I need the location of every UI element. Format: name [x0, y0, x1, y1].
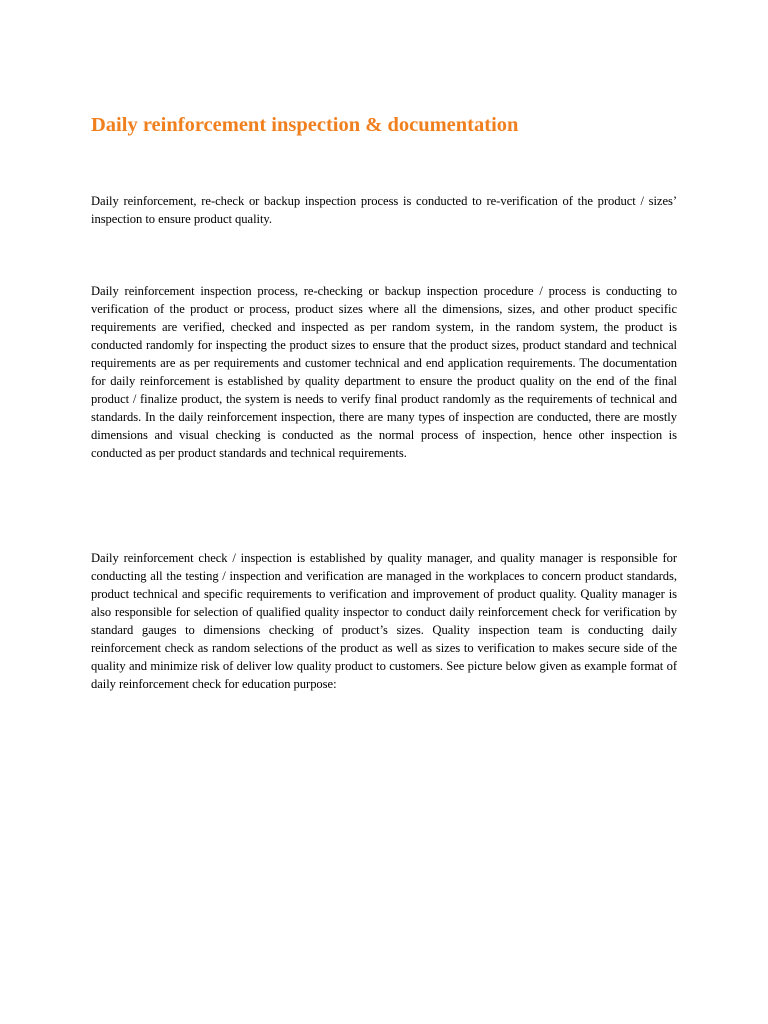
paragraph-inspection-process: Daily reinforcement inspection process, re-checking or backup inspection procedure / process is conducting to verification of the product or process, product sizes where all the dimensions, sizes, and other product specific requirements are verified, checked and inspected as per random system, in the random system, the product is conducted randomly for inspecting the product sizes to ensure that the product sizes, product standard and technical requirements are as per requirements and customer technical and end application requirements. The documentation for daily reinforcement is established by quality department to ensure the product quality on the end of the final product / finalize product, the system is needs to verify final product randomly as the requirements of technical and standards. In the daily reinforcement inspection, there are many types of inspection are conducted, there are mostly dimensions and visual checking is conducted as the normal process of inspection, hence other inspection is conducted as per product standards and technical requirements. — [91, 284, 677, 460]
paragraph-quality-manager: Daily reinforcement check / inspection is established by quality manager, and quality manager is responsible for conducting all the testing / inspection and verification are managed in the workplaces to concern product standards, product technical and specific requirements to verification and improvement of product quality. Quality manager is also responsible for selection of qualified quality inspector to conduct daily reinforcement check for verification by standard gauges to dimensions checking of product’s sizes. Quality inspection team is conducting daily reinforcement check as random selections of the product as well as sizes to verification to makes secure side of the quality and minimize risk of deliver low quality product to customers. See picture below given as example format of daily reinforcement check for education purpose: — [91, 551, 677, 691]
document-title: Daily reinforcement inspection & documentation — [91, 114, 519, 136]
paragraph-intro: Daily reinforcement, re-check or backup inspection process is conducted to re-verification of the product / sizes’ inspection to ensure product quality. — [91, 194, 677, 226]
